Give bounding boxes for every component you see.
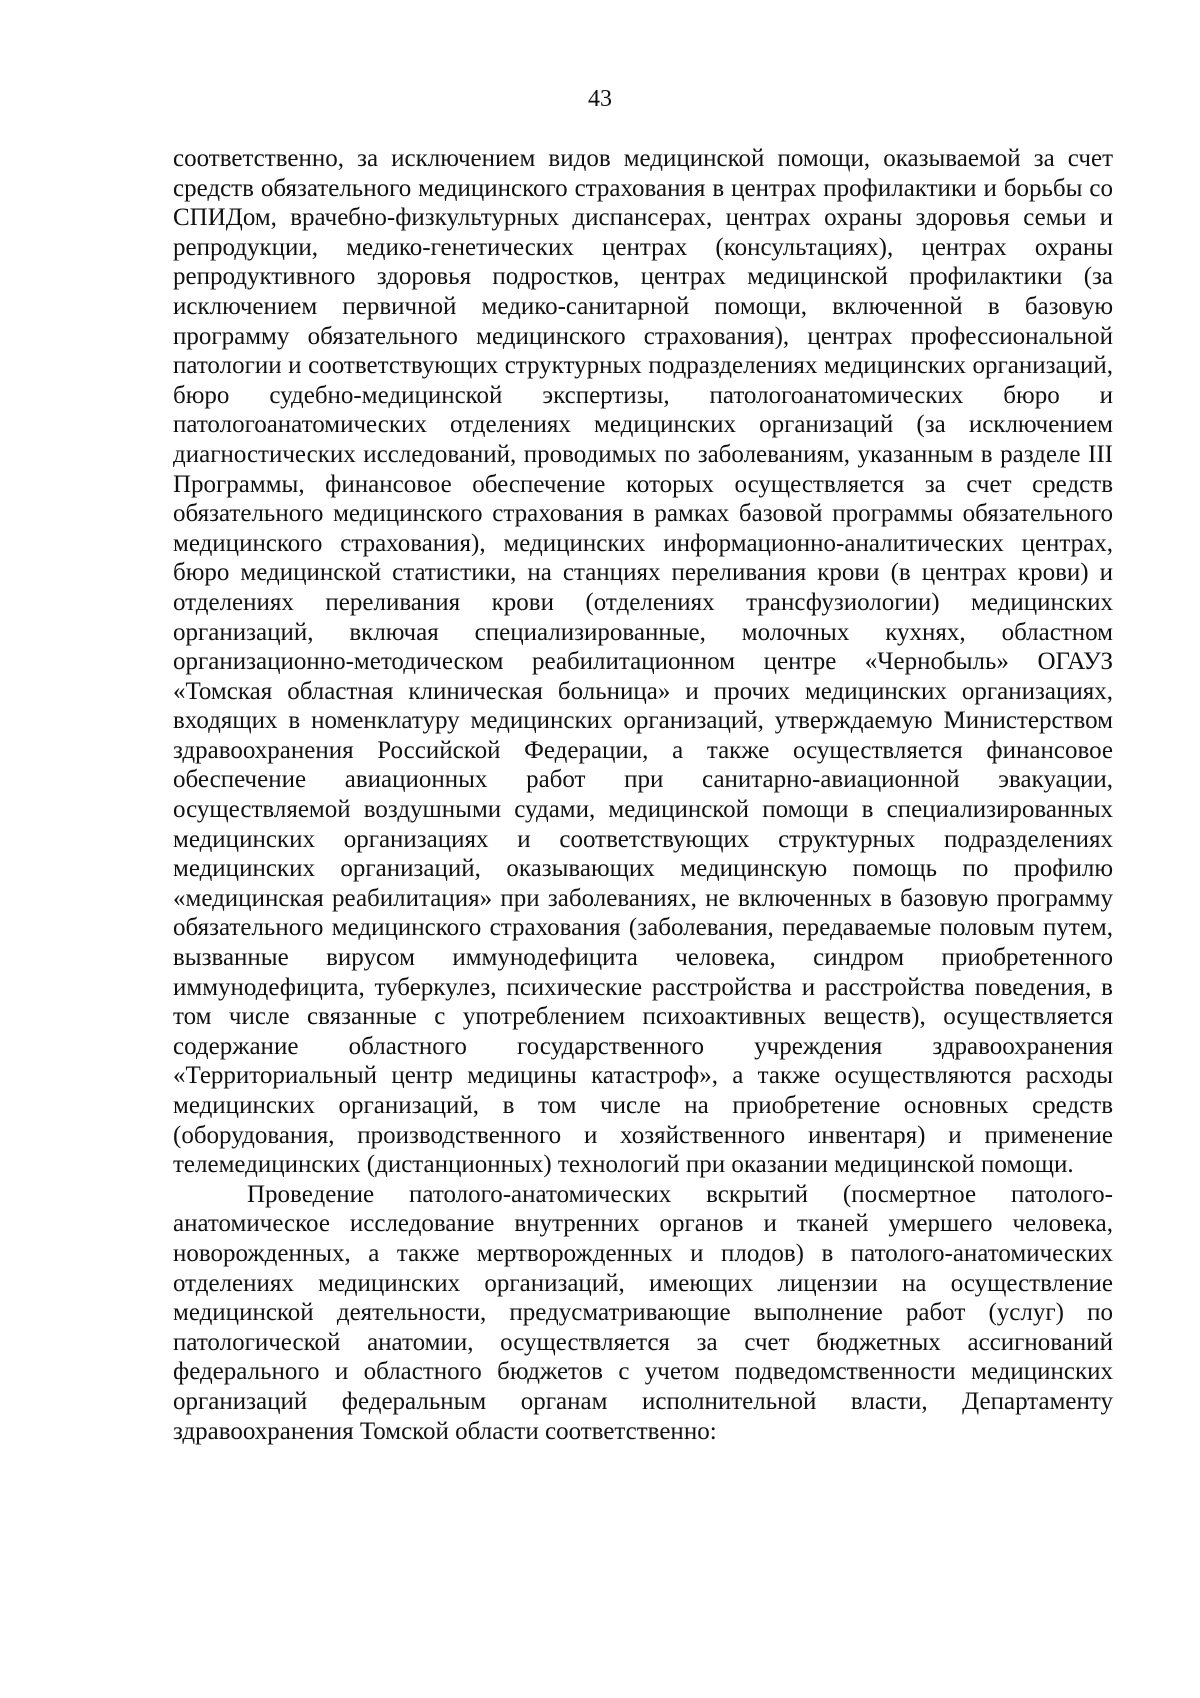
page-number: 43	[588, 86, 612, 112]
paragraph-1: соответственно, за исключением видов медицинской помощи, оказываемой за счет средств обязательного медицинского страхования в центрах профилактики и борьбы со СПИДом, врачебно-физкультурных диспансерах, центрах охраны здоровья семьи и репродукции, медико-генетических центрах (консультациях), центрах охраны репродуктивного здоровья подростков, центрах медицинской профилактики (за исключением первичной медико-санитарной помощи, включенной в базовую программу обязательного медицинского страхования), центрах профессиональной патологии и соответствующих структурных подразделениях медицинских организаций, бюро судебно-медицинской экспертизы, патологоанатомических бюро и патологоанатомических отделениях медицинских организаций (за исключением диагностических исследований, проводимых по заболеваниям, указанным в разделе III Программы, финансовое обеспечение которых осуществляется за счет средств обязательного медицинского страхования в рамках базовой программы обязательного медицинского страхования), медицинских информационно-аналитических центрах, бюро медицинской статистики, на станциях переливания крови (в центрах крови) и отделениях переливания крови (отделениях трансфузиологии) медицинских организаций, включая специализированные, молочных кухнях, областном организационно-методическом реабилитационном центре «Чернобыль» ОГАУЗ «Томская областная клиническая больница» и прочих медицинских организациях, входящих в номенклатуру медицинских организаций, утверждаемую Министерством здравоохранения Российской Федерации, а также осуществляется финансовое обеспечение авиационных работ при санитарно-авиационной эвакуации, осуществляемой воздушными судами, медицинской помощи в специализированных медицинских организациях и соответствующих структурных подразделениях медицинских организаций, оказывающих медицинскую помощь по профилю «медицинская реабилитация» при заболеваниях, не включенных в базовую программу обязательного медицинского страхования (заболевания, передаваемые половым путем, вызванные вирусом иммунодефицита человека, синдром приобретенного иммунодефицита, туберкулез, психические расстройства и расстройства поведения, в том числе связанные с употреблением психоактивных веществ), осуществляется содержание областного государственного учреждения здравоохранения «Территориальный центр медицины катастроф», а также осуществляются расходы медицинских организаций, в том числе на приобретение основных средств (оборудования, производственного и хозяйственного инвентаря) и применение телемедицинских (дистанционных) технологий при оказании медицинской помощи.	[173, 145, 1113, 1179]
document-body	[173, 144, 1113, 1446]
paragraph-2: Проведение патолого-анатомических вскрытий (посмертное патолого-анатомическое исследование внутренних органов и тканей умершего человека, новорожденных, а также мертворожденных и плодов) в патолого-анатомических отделениях медицинских организаций, имеющих лицензии на осуществление медицинской деятельности, предусматривающие выполнение работ (услуг) по патологической анатомии, осуществляется за счет бюджетных ассигнований федерального и областного бюджетов с учетом подведомственности медицинских организаций федеральным органам исполнительной власти, Департаменту здравоохранения Томской области соответственно:	[173, 1180, 1113, 1445]
